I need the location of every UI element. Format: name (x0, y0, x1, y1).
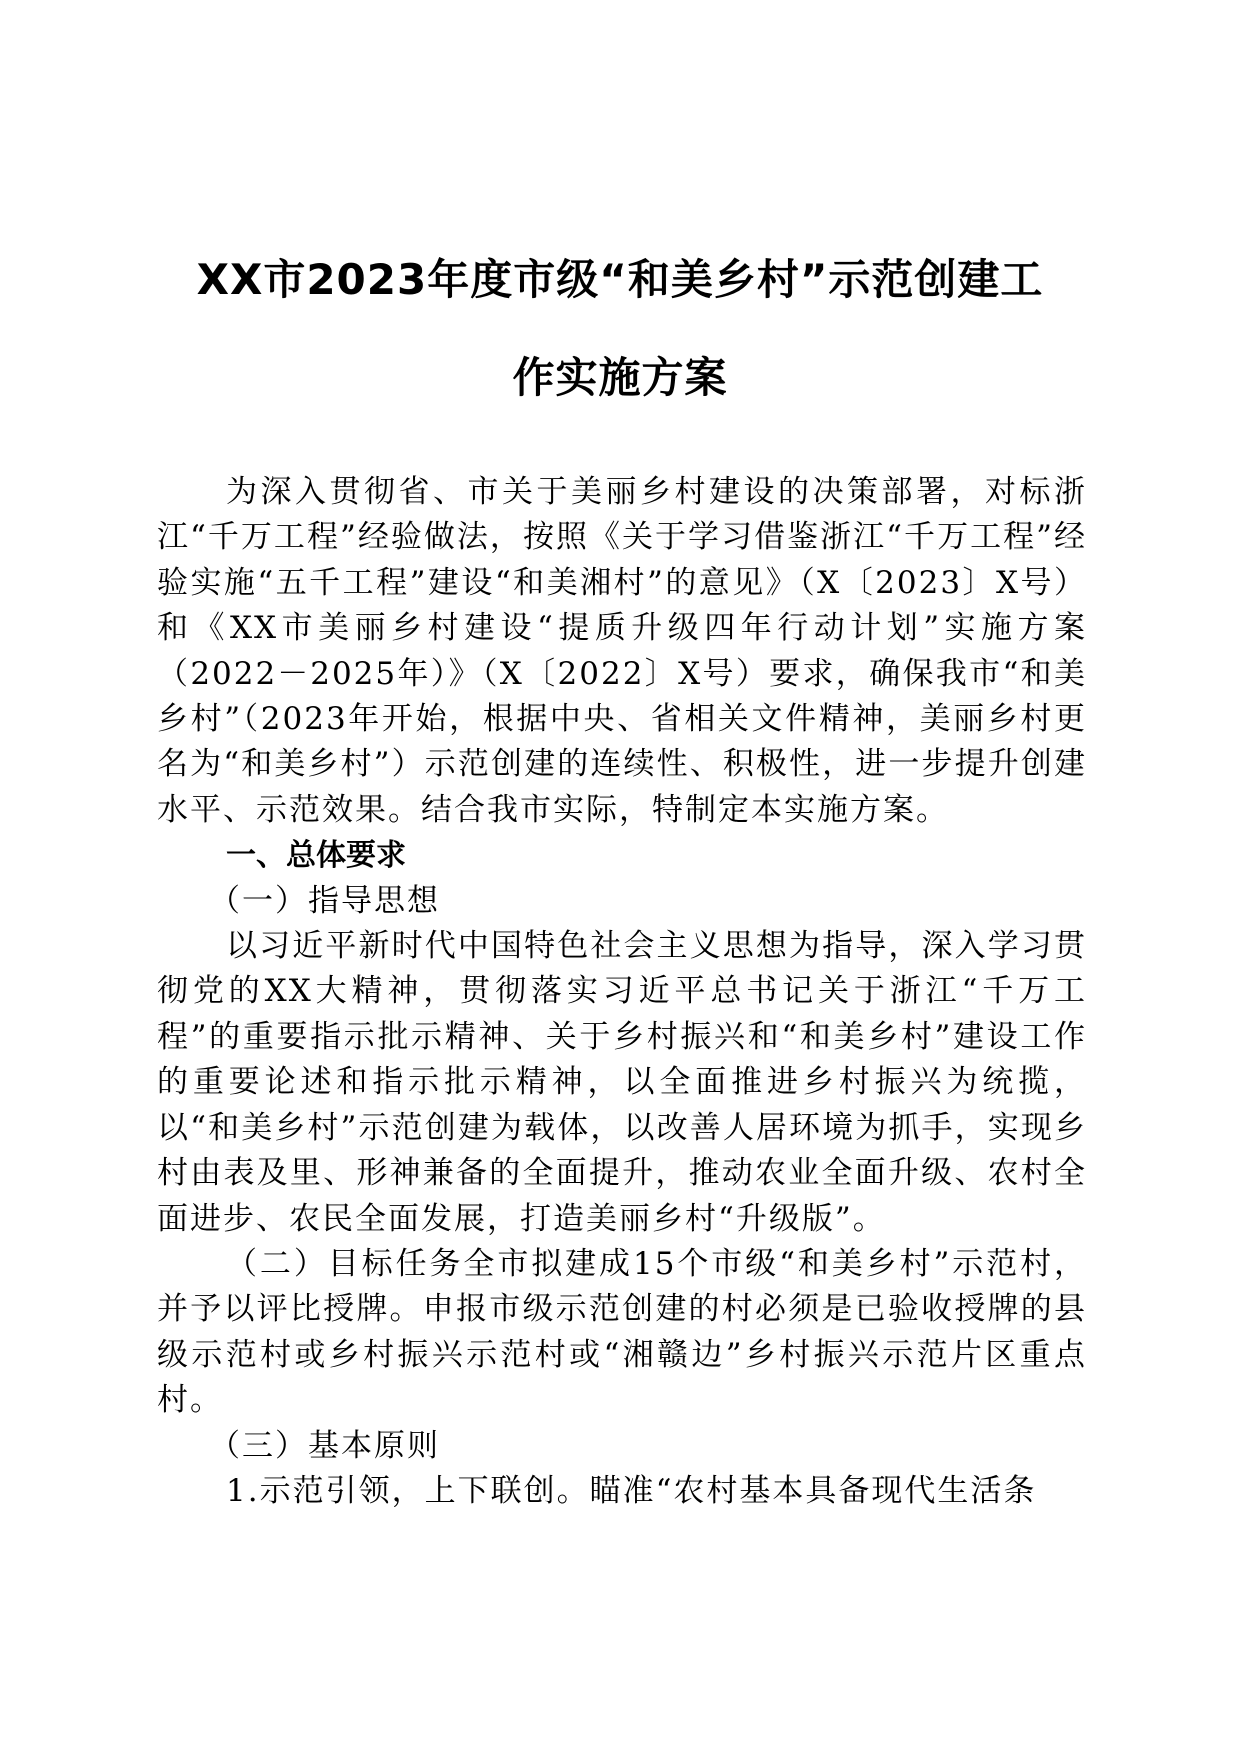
goals-paragraph: （二）目标任务全市拟建成15个市级“和美乡村”示范村，并予以评比授牌。申报市级示范创建的村必须是已验收授牌的县级示范村或乡村振兴示范村或“湘赣边”乡村振兴示范片区重点村。 (157, 1245, 1087, 1419)
principle-item-1: 1.示范引领，上下联创。瞄准“农村基本具备现代生活条 (226, 1472, 1037, 1509)
subsection-heading-guiding-thought: （一）指导思想 (209, 882, 440, 919)
intro-paragraph: 为深入贯彻省、市关于美丽乡村建设的决策部署，对标浙江“千万工程”经验做法，按照《关于学习借鉴浙江“千万工程”经验实施“五千工程”建设“和美湘村”的意见》（X〔2023〕X号）和《XX市美丽乡村建设“提质升级四年行动计划”实施方案（2022－2025年）》（X〔2022〕X号）要求，确保我市“和美乡村”（2023年开始，根据中央、省相关文件精神，美丽乡村更名为“和美乡村”）示范创建的连续性、积极性，进一步提升创建水平、示范效果。结合我市实际，特制定本实施方案。 (157, 474, 1087, 828)
document-title-line-1: XX市2023年度市级“和美乡村”示范创建工 (196, 255, 1044, 304)
document-title-line-2: 作实施方案 (512, 353, 728, 402)
subsection-heading-basic-principles: （三）基本原则 (209, 1427, 440, 1464)
guiding-thought-paragraph: 以习近平新时代中国特色社会主义思想为指导，深入学习贯彻党的XX大精神，贯彻落实习近平总书记关于浙江“千万工程”的重要指示批示精神、关于乡村振兴和“和美乡村”建设工作的重要论述和指示批示精神，以全面推进乡村振兴为统揽，以“和美乡村”示范创建为载体，以改善人居环境为抓手，实现乡村由表及里、形神兼备的全面提升，推动农业全面升级、农村全面进步、农民全面发展，打造美丽乡村“升级版”。 (157, 928, 1087, 1237)
document-body (157, 470, 1087, 1514)
section-heading-overall-requirements: 一、总体要求 (226, 838, 406, 874)
